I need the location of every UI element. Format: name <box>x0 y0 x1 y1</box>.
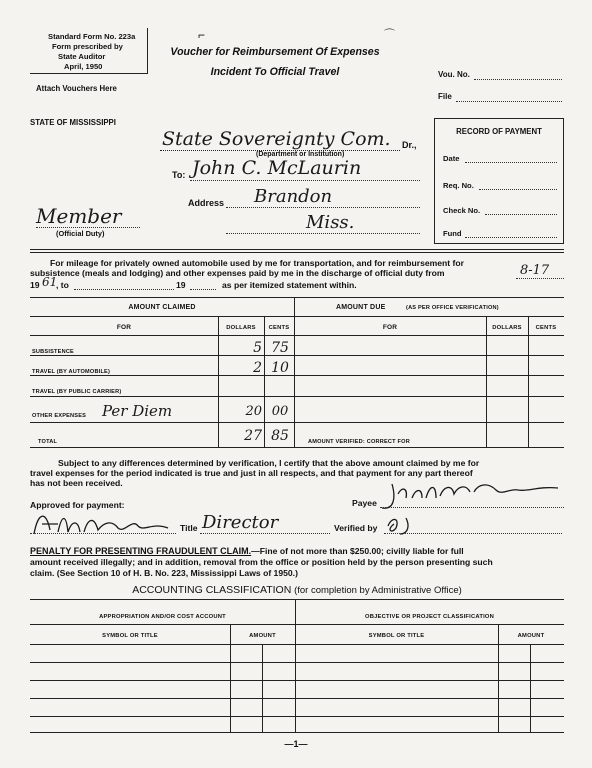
subsistence-cents: 75 <box>271 340 289 356</box>
file-label: File <box>438 92 452 101</box>
record-of-payment-box <box>434 118 564 244</box>
mileage-line2: subsistence (meals and lodging) and other expenses paid by me in the discharge of official duty from <box>30 268 445 278</box>
to-date-field[interactable] <box>74 289 174 290</box>
mileage-line1: For mileage for privately owned automobile used by me for transportation, and for reimbursement for <box>50 258 464 268</box>
payee-signature-line <box>380 507 564 508</box>
amount-due-header: AMOUNT DUE <box>336 304 386 311</box>
row-label-travel-auto: TRAVEL (BY AUTOMOBILE) <box>32 369 111 375</box>
approved-label: Approved for payment: <box>30 500 125 510</box>
vou-no-field[interactable] <box>474 79 562 80</box>
form-title: Voucher for Reimbursement Of Expenses <box>170 46 380 58</box>
divider <box>30 252 564 253</box>
total-cents: 85 <box>271 428 289 444</box>
travel-auto-dollars: 2 <box>253 360 262 376</box>
appropriation-header: APPROPRIATION AND/OR COST ACCOUNT <box>99 614 226 620</box>
address-line1: Brandon <box>254 186 333 207</box>
col-dollars-header-due: DOLLARS <box>492 325 522 331</box>
payee-signature <box>378 478 564 514</box>
penalty-line1 <box>30 546 464 557</box>
col-for-header-due: FOR <box>382 324 398 331</box>
amount-due-note: (AS PER OFFICE VERIFICATION) <box>406 305 499 311</box>
address-line2-rule <box>226 233 420 234</box>
rop-fund-label: Fund <box>443 229 462 238</box>
department-value: State Sovereignty Com. <box>162 128 391 150</box>
official-duty-line <box>36 227 140 228</box>
date-from-value: 8-17 <box>520 263 550 278</box>
form-number: Standard Form No. 223a <box>48 32 136 41</box>
payee-name-line <box>190 180 420 181</box>
col-dollars-header: DOLLARS <box>226 325 256 331</box>
rop-date-label: Date <box>443 154 460 163</box>
address-line2: Miss. <box>306 212 355 233</box>
attach-note: Attach Vouchers Here <box>36 84 117 93</box>
rop-check-field[interactable] <box>485 214 557 215</box>
to-label: To: <box>172 170 186 180</box>
certification-line3: has not been received. <box>30 478 123 488</box>
accounting-subtitle: (for completion by Administrative Office) <box>294 585 462 596</box>
amount-table <box>30 297 564 448</box>
divider <box>30 249 564 250</box>
col-cents-header: CENTS <box>268 325 290 331</box>
penalty-line2: amount received illegally; and in addition, removal from the office or position held by the person presenting such <box>30 557 493 567</box>
objective-header: OBJECTIVE OR PROJECT CLASSIFICATION <box>365 614 494 620</box>
accounting-table <box>30 599 564 733</box>
rop-req-label: Req. No. <box>443 181 474 190</box>
file-field[interactable] <box>456 101 562 102</box>
title-value: Director <box>202 512 279 533</box>
year-value: 61 <box>42 275 58 289</box>
form-number-box <box>30 28 148 74</box>
penalty-line3: claim. (See Section 10 of H. B. No. 223, Mississippi Laws of 1950.) <box>30 568 298 578</box>
amount-claimed-header: AMOUNT CLAIMED <box>128 304 196 311</box>
accounting-title: ACCOUNTING CLASSIFICATION <box>132 584 292 596</box>
address-label: Address <box>188 198 225 208</box>
approver-signature <box>28 506 178 540</box>
department-caption: (Department or Institution) <box>256 151 345 158</box>
rop-req-field[interactable] <box>479 189 557 190</box>
vou-no-label: Vou. No. <box>438 70 470 79</box>
tick-mark-icon: ⌐ <box>198 28 206 42</box>
row-label-travel-public: TRAVEL (BY PUBLIC CARRIER) <box>32 389 122 395</box>
rop-fund-field[interactable] <box>465 237 557 238</box>
symbol-header-left: SYMBOL OR TITLE <box>102 633 158 639</box>
year-prefix: 19 <box>30 280 40 290</box>
row-label-other: OTHER EXPENSES <box>32 413 87 419</box>
year2-field[interactable] <box>190 289 216 290</box>
tick-mark-icon: ⌒ <box>384 29 395 41</box>
title-label: Title <box>180 523 198 533</box>
record-of-payment-title: RECORD OF PAYMENT <box>456 127 542 136</box>
penalty-heading: PENALTY FOR PRESENTING FRAUDULENT CLAIM. <box>30 546 252 556</box>
row-label-total: TOTAL <box>38 439 58 445</box>
verified-label: Verified by <box>334 523 378 533</box>
year2-prefix: 19 <box>176 280 186 290</box>
mileage-tail: as per itemized statement within. <box>222 280 357 290</box>
title-line <box>200 533 330 534</box>
row-label-subsistence: SUBSISTENCE <box>32 349 74 355</box>
state-label: STATE OF MISSISSIPPI <box>30 118 116 127</box>
address-line1-rule <box>226 207 420 208</box>
approver-line <box>30 533 176 534</box>
amount-header-left: AMOUNT <box>249 633 276 639</box>
amount-verified-note: AMOUNT VERIFIED: CORRECT FOR <box>308 439 410 445</box>
other-expenses-detail: Per Diem <box>102 402 173 420</box>
amount-header-right: AMOUNT <box>517 633 545 639</box>
total-dollars: 27 <box>244 428 262 444</box>
payee-name: John C. McLaurin <box>192 157 362 179</box>
col-cents-header-due: CENTS <box>535 325 557 331</box>
payee-label: Payee <box>352 498 377 508</box>
date-from-line <box>516 278 564 279</box>
rop-date-field[interactable] <box>465 162 557 163</box>
certification-line2: travel expenses for the period indicated is true and just in all respects, and that payment for any part thereof <box>30 468 473 478</box>
symbol-header-right: SYMBOL OR TITLE <box>368 633 425 639</box>
col-for-header: FOR <box>116 324 132 331</box>
travel-auto-cents: 10 <box>271 360 289 376</box>
verifier-line <box>384 533 562 534</box>
form-subtitle: Incident To Official Travel <box>210 66 340 78</box>
form-prescribed: Form prescribed by <box>52 42 123 51</box>
form-date: April, 1950 <box>64 62 103 71</box>
certification-line1: Subject to any differences determined by verification, I certify that the above amount claimed by me for <box>58 458 480 468</box>
official-duty-value: Member <box>36 204 122 228</box>
department-suffix: Dr., <box>402 140 417 150</box>
rop-check-label: Check No. <box>443 206 481 215</box>
official-duty-caption: (Official Duty) <box>56 229 105 238</box>
other-cents: 00 <box>271 404 289 419</box>
other-dollars: 20 <box>245 404 262 419</box>
to-date-label: , to <box>56 280 69 290</box>
penalty-text: —Fine of not more than $250.00; civilly liable for full <box>251 546 464 556</box>
form-auditor: State Auditor <box>58 52 106 61</box>
subsistence-dollars: 5 <box>253 340 262 356</box>
accounting-title-row <box>30 584 564 596</box>
page-number: —1— <box>284 739 308 749</box>
